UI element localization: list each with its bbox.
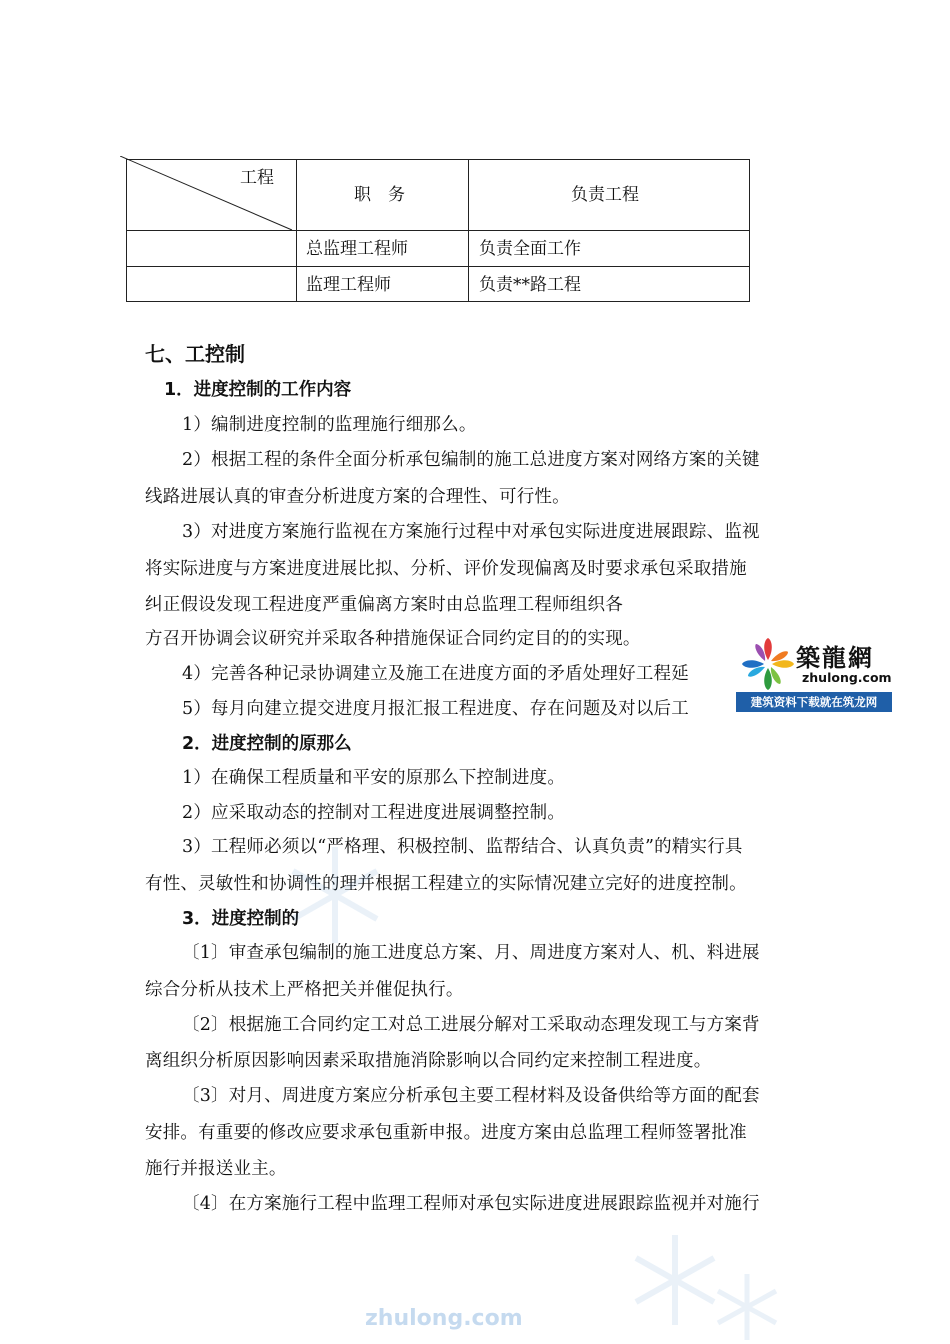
paragraph-line: 方召开协调会议研究并采取各种措施保证合同约定目的的实现。 — [145, 629, 641, 649]
paragraph-line: 〔1〕审查承包编制的施工进度总方案、月、周进度方案对人、机、料进展 — [182, 943, 760, 963]
zhulong-logo[interactable] — [736, 634, 892, 712]
subsection-heading: 2．进度控制的原那么 — [182, 734, 352, 754]
paragraph-line: 2）根据工程的条件全面分析承包编制的施工总进度方案对网络方案的关键 — [182, 450, 760, 470]
paragraph-line: 综合分析从技术上严格把关并催促执行。 — [145, 980, 464, 1000]
paragraph-line: 3）工程师必须以“严格理、积极控制、监帮结合、认真负责”的精实行具 — [182, 837, 743, 857]
section-title: 七、工控制 — [145, 342, 245, 366]
subsection-heading: 3．进度控制的 — [182, 909, 300, 929]
watermark-snowflake-icon — [710, 1270, 784, 1344]
logo-name: 築龍網 — [796, 643, 874, 672]
duty-table — [126, 159, 750, 302]
watermark-snowflake-icon — [280, 840, 390, 950]
paragraph-line: 有性、灵敏性和协调性的理并根据工程建立的实际情况建立完好的进度控制。 — [145, 874, 747, 894]
subsection-heading: 1．进度控制的工作内容 — [164, 380, 352, 400]
paragraph-line: 〔3〕对月、周进度方案应分析承包主要工程材料及设备供给等方面的配套 — [182, 1086, 760, 1106]
table-header-role: 职 务 — [354, 185, 405, 205]
logo-slogan: 建筑资料下载就在筑龙网 — [736, 692, 892, 712]
table-cell-role: 监理工程师 — [306, 275, 391, 295]
paragraph-line: 5）每月向建立提交进度月报汇报工程进度、存在问题及对以后工 — [182, 699, 689, 719]
pinwheel-icon — [740, 636, 796, 692]
table-cell-duty: 负责全面工作 — [479, 239, 581, 259]
table-col-divider — [468, 159, 469, 302]
paragraph-line: 2）应采取动态的控制对工程进度进展调整控制。 — [182, 803, 566, 823]
paragraph-line: 〔2〕根据施工合同约定工对总工进展分解对工采取动态理发现工与方案背 — [182, 1015, 760, 1035]
paragraph-line: 线路进展认真的审查分析进度方案的合理性、可行性。 — [145, 487, 570, 507]
paragraph-line: 施行并报送业主。 — [145, 1159, 287, 1179]
table-cell-duty: 负责**路工程 — [479, 275, 581, 295]
paragraph-line: 3）对进度方案施行监视在方案施行过程中对承包实际进度进展跟踪、监视 — [182, 522, 760, 542]
paragraph-line: 离组织分析原因影响因素采取措施消除影响以合同约定来控制工程进度。 — [145, 1051, 712, 1071]
paragraph-line: 1）编制进度控制的监理施行细那么。 — [182, 415, 477, 435]
table-header-duty: 负责工程 — [571, 185, 639, 205]
paragraph-line: 4）完善各种记录协调建立及施工在进度方面的矛盾处理好工程延 — [182, 664, 689, 684]
table-border-bottom — [126, 301, 750, 302]
paragraph-line: 将实际进度与方案进度进展比拟、分析、评价发现偏离及时要求承包采取措施 — [145, 559, 747, 579]
watermark-text: zhulong.com — [365, 1306, 523, 1331]
logo-domain: zhulong.com — [802, 670, 892, 685]
paragraph-line: 1）在确保工程质量和平安的原那么下控制进度。 — [182, 768, 566, 788]
paragraph-line: 纠正假设发现工程进度严重偏离方案时由总监理工程师组织各 — [145, 595, 623, 615]
paragraph-line: 〔4〕在方案施行工程中监理工程师对承包实际进度进展跟踪监视并对施行 — [182, 1194, 760, 1214]
table-row-divider — [126, 266, 750, 267]
table-cell-role: 总监理工程师 — [306, 239, 408, 259]
table-corner-label: 工程 — [240, 168, 274, 188]
paragraph-line: 安排。有重要的修改应要求承包重新申报。进度方案由总监理工程师签署批准 — [145, 1123, 747, 1143]
